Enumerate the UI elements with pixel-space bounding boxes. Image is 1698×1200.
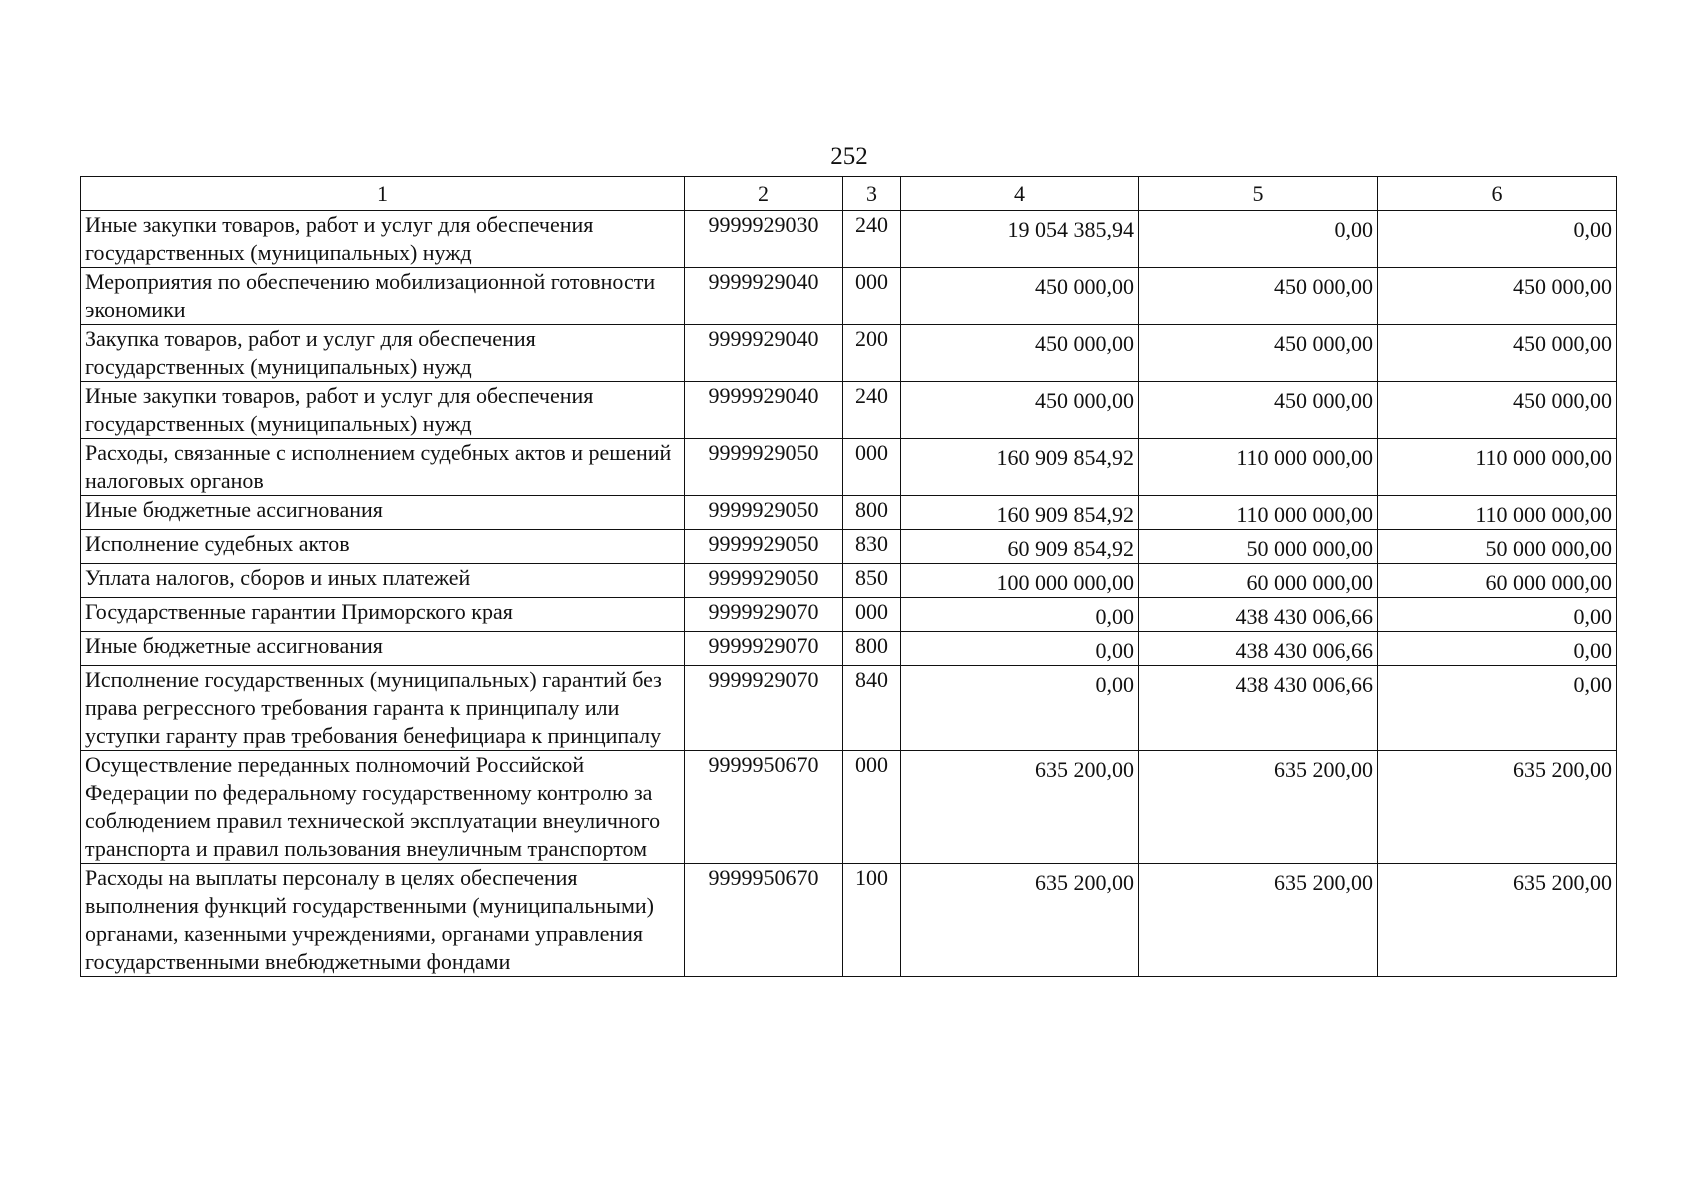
amount-col-4: 60 909 854,92 xyxy=(901,530,1139,564)
header-cell-4: 4 xyxy=(901,177,1139,211)
header-cell-2: 2 xyxy=(685,177,843,211)
header-row xyxy=(81,177,1617,211)
target-article-code: 9999929050 xyxy=(685,439,843,496)
amount-col-5: 450 000,00 xyxy=(1139,382,1378,439)
amount-col-6: 450 000,00 xyxy=(1378,325,1617,382)
target-article-code: 9999929070 xyxy=(685,632,843,666)
row-name: Иные бюджетные ассигнования xyxy=(81,496,685,530)
amount-col-4: 0,00 xyxy=(901,666,1139,751)
amount-col-4: 450 000,00 xyxy=(901,382,1139,439)
amount-col-5: 450 000,00 xyxy=(1139,325,1378,382)
expense-type-code: 000 xyxy=(843,751,901,864)
expense-type-code: 000 xyxy=(843,439,901,496)
expense-type-code: 240 xyxy=(843,382,901,439)
amount-col-4: 635 200,00 xyxy=(901,751,1139,864)
amount-col-5: 450 000,00 xyxy=(1139,268,1378,325)
amount-col-6: 0,00 xyxy=(1378,632,1617,666)
amount-col-6: 50 000 000,00 xyxy=(1378,530,1617,564)
expense-type-code: 830 xyxy=(843,530,901,564)
expense-type-code: 200 xyxy=(843,325,901,382)
amount-col-4: 635 200,00 xyxy=(901,864,1139,977)
row-name: Иные бюджетные ассигнования xyxy=(81,632,685,666)
amount-col-4: 0,00 xyxy=(901,632,1139,666)
amount-col-6: 635 200,00 xyxy=(1378,751,1617,864)
table-row xyxy=(81,564,1617,598)
row-name: Иные закупки товаров, работ и услуг для обеспечения государственных (муниципальных) нужд xyxy=(81,382,685,439)
amount-col-4: 450 000,00 xyxy=(901,325,1139,382)
amount-col-6: 635 200,00 xyxy=(1378,864,1617,977)
amount-col-6: 110 000 000,00 xyxy=(1378,496,1617,530)
table-row xyxy=(81,382,1617,439)
header-cell-3: 3 xyxy=(843,177,901,211)
target-article-code: 9999929070 xyxy=(685,598,843,632)
budget-table xyxy=(80,176,1617,977)
target-article-code: 9999929050 xyxy=(685,564,843,598)
amount-col-5: 438 430 006,66 xyxy=(1139,598,1378,632)
table-row xyxy=(81,325,1617,382)
amount-col-5: 110 000 000,00 xyxy=(1139,496,1378,530)
target-article-code: 9999929030 xyxy=(685,211,843,268)
row-name: Закупка товаров, работ и услуг для обеспечения государственных (муниципальных) нужд xyxy=(81,325,685,382)
table-row xyxy=(81,530,1617,564)
row-name: Исполнение государственных (муниципальных) гарантий без права регрессного требования гаранта к принципалу или уступки гаранту прав требования бенефициара к принципалу xyxy=(81,666,685,751)
expense-type-code: 800 xyxy=(843,496,901,530)
amount-col-5: 438 430 006,66 xyxy=(1139,632,1378,666)
amount-col-4: 450 000,00 xyxy=(901,268,1139,325)
amount-col-4: 160 909 854,92 xyxy=(901,439,1139,496)
amount-col-4: 160 909 854,92 xyxy=(901,496,1139,530)
amount-col-5: 635 200,00 xyxy=(1139,751,1378,864)
table-row xyxy=(81,864,1617,977)
amount-col-5: 0,00 xyxy=(1139,211,1378,268)
amount-col-6: 110 000 000,00 xyxy=(1378,439,1617,496)
table-row xyxy=(81,666,1617,751)
table-row xyxy=(81,496,1617,530)
row-name: Исполнение судебных актов xyxy=(81,530,685,564)
amount-col-6: 0,00 xyxy=(1378,666,1617,751)
amount-col-4: 100 000 000,00 xyxy=(901,564,1139,598)
amount-col-6: 60 000 000,00 xyxy=(1378,564,1617,598)
target-article-code: 9999929050 xyxy=(685,496,843,530)
expense-type-code: 800 xyxy=(843,632,901,666)
target-article-code: 9999929050 xyxy=(685,530,843,564)
row-name: Мероприятия по обеспечению мобилизационной готовности экономики xyxy=(81,268,685,325)
amount-col-6: 0,00 xyxy=(1378,211,1617,268)
row-name: Осуществление переданных полномочий Российской Федерации по федеральному государственному контролю за соблюдением правил технической эксплуатации внеуличного транспорта и правил пользования внеуличным транспортом xyxy=(81,751,685,864)
table-row xyxy=(81,268,1617,325)
target-article-code: 9999929040 xyxy=(685,268,843,325)
amount-col-5: 635 200,00 xyxy=(1139,864,1378,977)
table-header xyxy=(81,177,1617,211)
page-number: 252 xyxy=(830,143,868,170)
amount-col-6: 0,00 xyxy=(1378,598,1617,632)
table-row xyxy=(81,439,1617,496)
target-article-code: 9999929040 xyxy=(685,382,843,439)
amount-col-5: 438 430 006,66 xyxy=(1139,666,1378,751)
header-cell-6: 6 xyxy=(1378,177,1617,211)
amount-col-5: 60 000 000,00 xyxy=(1139,564,1378,598)
amount-col-4: 0,00 xyxy=(901,598,1139,632)
row-name: Расходы, связанные с исполнением судебных актов и решений налоговых органов xyxy=(81,439,685,496)
target-article-code: 9999950670 xyxy=(685,864,843,977)
expense-type-code: 840 xyxy=(843,666,901,751)
expense-type-code: 850 xyxy=(843,564,901,598)
table-body xyxy=(81,211,1617,977)
row-name: Уплата налогов, сборов и иных платежей xyxy=(81,564,685,598)
row-name: Государственные гарантии Приморского края xyxy=(81,598,685,632)
row-name: Расходы на выплаты персоналу в целях обеспечения выполнения функций государственными (муниципальными) органами, казенными учреждениями, органами управления государственными внебюджетными фондами xyxy=(81,864,685,977)
amount-col-4: 19 054 385,94 xyxy=(901,211,1139,268)
amount-col-6: 450 000,00 xyxy=(1378,382,1617,439)
header-cell-1: 1 xyxy=(81,177,685,211)
expense-type-code: 240 xyxy=(843,211,901,268)
amount-col-5: 110 000 000,00 xyxy=(1139,439,1378,496)
table-row xyxy=(81,598,1617,632)
target-article-code: 9999929070 xyxy=(685,666,843,751)
header-cell-5: 5 xyxy=(1139,177,1378,211)
table-row xyxy=(81,751,1617,864)
table-row xyxy=(81,211,1617,268)
row-name: Иные закупки товаров, работ и услуг для обеспечения государственных (муниципальных) нужд xyxy=(81,211,685,268)
expense-type-code: 100 xyxy=(843,864,901,977)
amount-col-5: 50 000 000,00 xyxy=(1139,530,1378,564)
expense-type-code: 000 xyxy=(843,598,901,632)
target-article-code: 9999929040 xyxy=(685,325,843,382)
amount-col-6: 450 000,00 xyxy=(1378,268,1617,325)
table-row xyxy=(81,632,1617,666)
expense-type-code: 000 xyxy=(843,268,901,325)
target-article-code: 9999950670 xyxy=(685,751,843,864)
